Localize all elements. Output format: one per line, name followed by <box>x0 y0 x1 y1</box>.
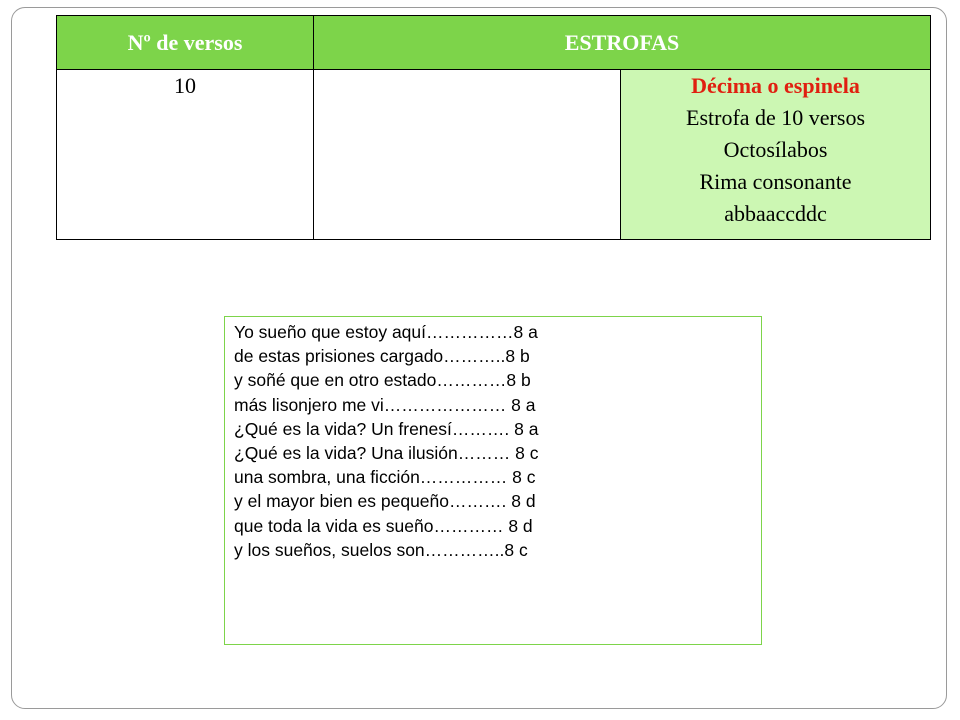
table-row <box>57 70 931 240</box>
poem-line: de estas prisiones cargado………..8 b <box>234 346 530 367</box>
header-verses: Nº de versos <box>57 16 314 70</box>
strophe-table <box>56 15 931 240</box>
poem-line: una sombra, una ficción…………… 8 c <box>234 467 536 488</box>
header-strophes: ESTROFAS <box>314 16 931 70</box>
poem-line: y los sueños, suelos son…………..8 c <box>234 539 528 560</box>
poem-line: y soñé que en otro estado…………8 b <box>234 370 531 391</box>
strophe-info-cell <box>621 70 931 240</box>
poem-line: ¿Qué es la vida? Un frenesí………. 8 a <box>234 418 539 439</box>
poem-line: Yo sueño que estoy aquí……………8 a <box>234 322 538 342</box>
poem-box <box>224 316 762 645</box>
strophe-detail: Estrofa de 10 versos <box>686 105 866 130</box>
verses-count-cell: 10 <box>57 70 314 240</box>
poem-line: que toda la vida es sueño………… 8 d <box>234 515 533 536</box>
poem-line: ¿Qué es la vida? Una ilusión……… 8 c <box>234 443 539 464</box>
strophe-name: Décima o espinela <box>691 73 860 98</box>
poem-line: y el mayor bien es pequeño………. 8 d <box>234 491 536 512</box>
strophe-detail: Rima consonante <box>699 169 852 194</box>
table-header-row <box>57 16 931 70</box>
strophe-detail: Octosílabos <box>723 137 828 162</box>
poem-line: más lisonjero me vi………………… 8 a <box>234 394 536 415</box>
rhyme-scheme: abbaaccddc <box>724 201 827 226</box>
empty-cell <box>314 70 621 240</box>
